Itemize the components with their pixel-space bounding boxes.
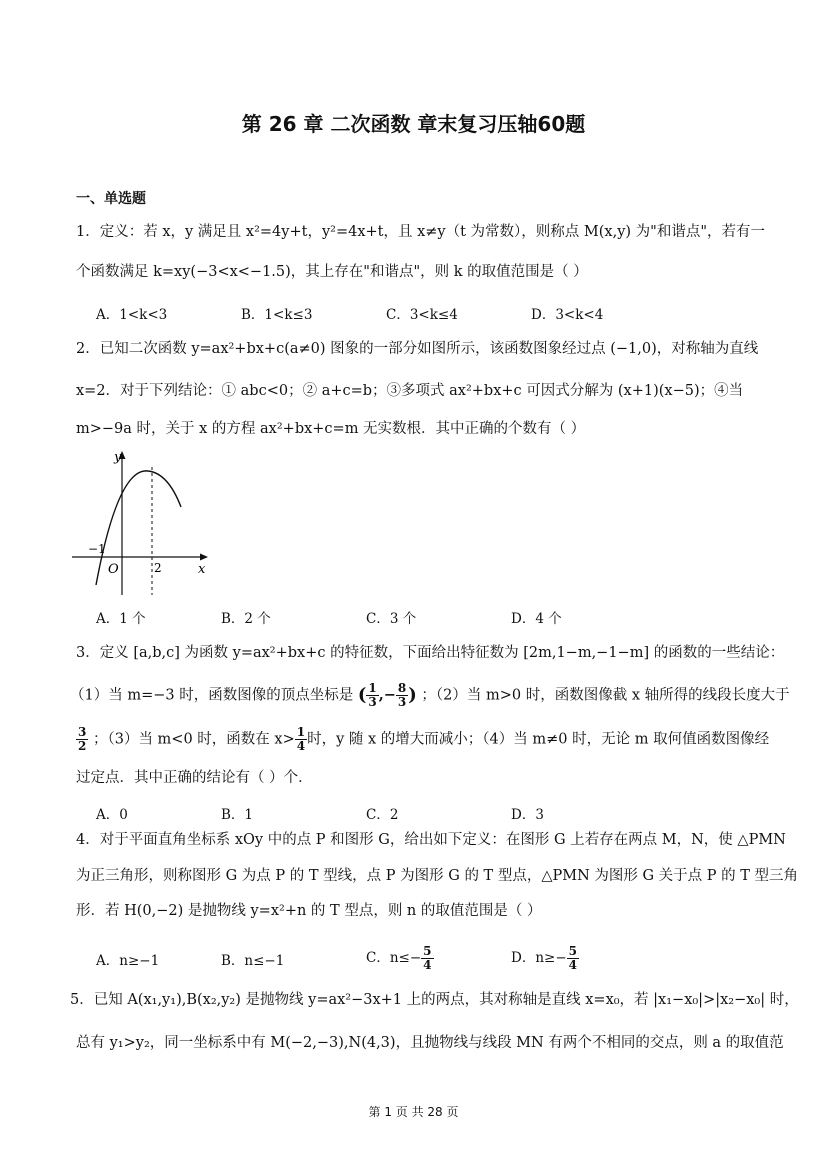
q2-option-d[interactable]: D．4 个 xyxy=(511,611,562,627)
q1-option-a[interactable]: A．1<k<3 xyxy=(96,307,168,323)
y-axis-label: y xyxy=(114,450,122,465)
q4-line-2: 为正三角形，则称图形 G 为点 P 的 T 型线，点 P 为图形 G 的 T 型点，△PMN 为图形 G 关于点 P 的 T 型三角 xyxy=(76,868,799,884)
q2-line-1: 2．已知二次函数 y=ax²+bx+c(a≠0) 图象的一部分如图所示，该函数图象经过点 (−1,0)，对称轴为直线 xyxy=(76,341,759,357)
q4-line-1: 4．对于平面直角坐标系 xOy 中的点 P 和图形 G，给出如下定义：在图形 G 上若存在两点 M，N，使 △PMN xyxy=(76,832,786,848)
q3-line-3a: ；（3）当 m<0 时，函数在 x> xyxy=(92,731,295,748)
page-title: 第 26 章 二次函数 章末复习压轴60题 xyxy=(241,112,586,136)
fraction-three-halves: $\frac{3}{2}$ xyxy=(78,725,87,753)
q2-option-b[interactable]: B．2 个 xyxy=(221,611,271,627)
q4-option-d[interactable]: D．n≥− $\frac{5}{4}$ xyxy=(511,944,578,972)
section-heading: 一、单选题 xyxy=(76,191,146,207)
vertex-y-fraction: $\frac{8}{3}$ xyxy=(397,681,407,709)
q3-option-d[interactable]: D．3 xyxy=(511,807,544,823)
q3-line-2a: （1）当 m=−3 时，函数图像的顶点坐标是 xyxy=(70,687,354,704)
q3-line-2b: ；（2）当 m>0 时，函数图像截 x 轴所得的线段长度大于 xyxy=(421,687,790,704)
origin-label: O xyxy=(108,562,119,577)
q1-line-1: 1．定义：若 x，y 满足且 x²=4y+t，y²=4x+t，且 x≠y（t 为常数），则称点 M(x,y) 为"和谐点"，若有一 xyxy=(76,224,765,240)
q3-option-a[interactable]: A．0 xyxy=(96,807,128,823)
q5-line-2: 总有 y₁>y₂，同一坐标系中有 M(−2,−3),N(4,3)，且抛物线与线段 MN 有两个不相同的交点，则 a 的取值范 xyxy=(76,1035,784,1051)
q3-line-3 xyxy=(76,725,770,753)
right-paren: ) xyxy=(408,684,417,706)
q4-options xyxy=(96,945,756,975)
q1-line-2: 个函数满足 k=xy(−3<x<−1.5)，其上存在"和谐点"，则 k 的取值范围是（ ） xyxy=(76,264,588,280)
q2-option-c[interactable]: C．3 个 xyxy=(366,611,417,627)
q4-option-c[interactable]: C．n≤− $\frac{5}{4}$ xyxy=(366,944,432,972)
q4-option-b[interactable]: B．n≤−1 xyxy=(221,953,285,969)
x-axis-label: x xyxy=(198,562,206,577)
left-paren: ( xyxy=(357,684,367,706)
q3-line-1: 3．定义 [a,b,c] 为函数 y=ax²+bx+c 的特征数，下面给出特征数为 [2m,1−m,−1−m] 的函数的一些结论： xyxy=(76,645,785,661)
q3-option-b[interactable]: B．1 xyxy=(221,807,254,823)
neg-one-label: −1 xyxy=(88,542,106,556)
q3-line-2: （1）当 m=−3 时，函数图像的顶点坐标是 ( $\frac{1}{3}$ ,− $\frac{8}{3}$ ) ；（2）当 m>0 时，函数图像截 x 轴所得的线段长度大于 xyxy=(70,681,790,709)
page-footer: 第 1 页 共 28 页 xyxy=(368,1105,459,1119)
q2-option-a[interactable]: A．1 个 xyxy=(96,611,146,627)
parabola-graph xyxy=(70,445,215,600)
x-axis-arrow xyxy=(200,554,208,561)
q2-line-3: m>−9a 时，关于 x 的方程 ax²+bx+c=m 无实数根．其中正确的个数有（ ） xyxy=(76,421,586,437)
q1-option-c[interactable]: C．3<k≤4 xyxy=(386,307,458,323)
q4-line-3: 形．若 H(0,−2) 是抛物线 y=x²+n 的 T 型点，则 n 的取值范围是（ ） xyxy=(76,903,542,919)
q3-line-3b: 时，y 随 x 的增大而减小；（4）当 m≠0 时，无论 m 取何值函数图像经 xyxy=(307,731,770,748)
q2-line-2: x=2．对于下列结论：① abc<0；② a+c=b；③多项式 ax²+bx+c 可因式分解为 (x+1)(x−5)；④当 xyxy=(76,383,744,399)
vertex-x-fraction: $\frac{1}{3}$ xyxy=(368,681,377,709)
q1-option-b[interactable]: B．1<k≤3 xyxy=(241,307,313,323)
q1-option-d[interactable]: D．3<k<4 xyxy=(531,307,604,323)
q5-line-1: 5．已知 A(x₁,y₁),B(x₂,y₂) 是抛物线 y=ax²−3x+1 上的两点，其对称轴是直线 x=x₀，若 |x₁−x₀|>|x₂−x₀| 时， xyxy=(70,992,799,1008)
q3-option-c[interactable]: C．2 xyxy=(366,807,399,823)
q4-option-a[interactable]: A．n≥−1 xyxy=(96,953,160,969)
fraction-one-quarter: $\frac{1}{4}$ xyxy=(296,725,306,753)
tick-two-label: 2 xyxy=(154,561,162,575)
q3-line-4: 过定点．其中正确的结论有（ ）个． xyxy=(76,770,313,786)
